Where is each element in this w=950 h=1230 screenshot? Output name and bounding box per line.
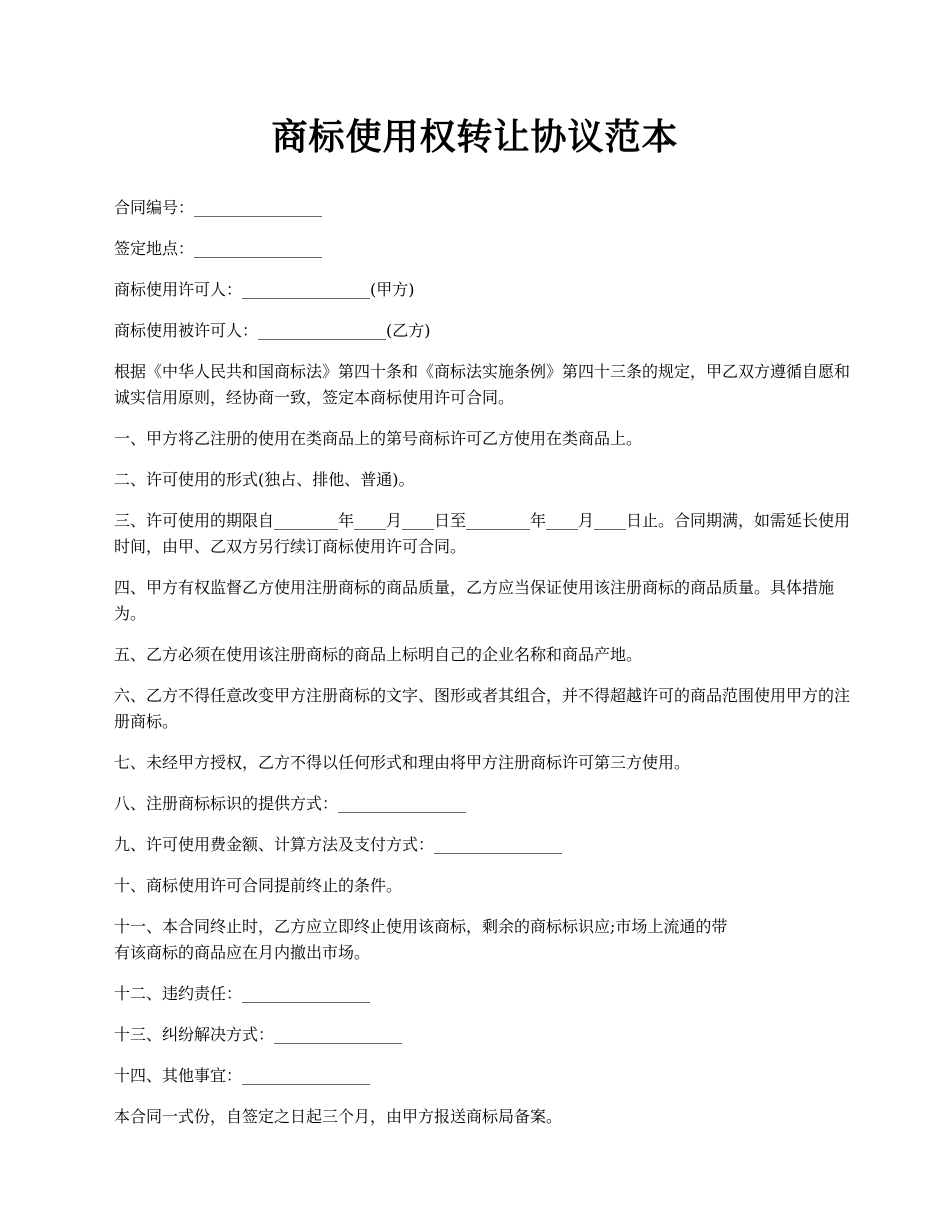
clause-9: 九、许可使用费金额、计算方法及支付方式：________________ xyxy=(114,835,563,854)
closing-paragraph: 本合同一式份，自签定之日起三个月，由甲方报送商标局备案。 xyxy=(114,1107,563,1126)
clause-13: 十三、纠纷解决方式：________________ xyxy=(114,1025,403,1044)
clause-4: 四、甲方有权监督乙方使用注册商标的商品质量，乙方应当保证使用该注册商标的商品质量。具体措施为。 xyxy=(114,578,835,623)
clause-2: 二、许可使用的形式(独占、排他、普通)。 xyxy=(114,470,415,489)
document-title: 商标使用权转让协议范本 xyxy=(271,117,679,158)
clause-6: 六、乙方不得任意改变甲方注册商标的文字、图形或者其组合，并不得超越许可的商品范围使用甲方的注册商标。 xyxy=(114,686,851,731)
clause-1: 一、甲方将乙注册的使用在类商品上的第号商标许可乙方使用在类商品上。 xyxy=(114,429,643,448)
clause-12: 十二、违约责任：________________ xyxy=(114,984,371,1003)
clause-7: 七、未经甲方授权，乙方不得以任何形式和理由将甲方注册商标许可第三方使用。 xyxy=(114,753,691,772)
clause-8: 八、注册商标标识的提供方式：________________ xyxy=(114,794,467,813)
contract-number-line: 合同编号：________________ xyxy=(114,198,323,217)
clause-14: 十四、其他事宜：________________ xyxy=(114,1066,371,1085)
clause-5: 五、乙方必须在使用该注册商标的商品上标明自己的企业名称和商品产地。 xyxy=(114,645,643,664)
clause-10: 十、商标使用许可合同提前终止的条件。 xyxy=(114,876,403,895)
licensor-line: 商标使用许可人：________________(甲方) xyxy=(114,280,415,299)
licensee-line: 商标使用被许可人：________________(乙方) xyxy=(114,321,431,340)
clause-3: 三、许可使用的期限自________年____月____日至________年____月____日止。合同期满，如需延长使用时间，由甲、乙双方另行续订商标使用许可合同。 xyxy=(114,511,851,556)
preamble-paragraph: 根据《中华人民共和国商标法》第四十条和《商标法实施条例》第四十三条的规定，甲乙双方遵循自愿和诚实信用原则，经协商一致，签定本商标使用许可合同。 xyxy=(114,362,851,407)
signing-place-line: 签定地点：________________ xyxy=(114,239,323,258)
clause-11: 十一、本合同终止时，乙方应立即终止使用该商标，剩余的商标标识应;市场上流通的带 有该商标的商品应在月内撤出市场。 xyxy=(114,917,728,962)
